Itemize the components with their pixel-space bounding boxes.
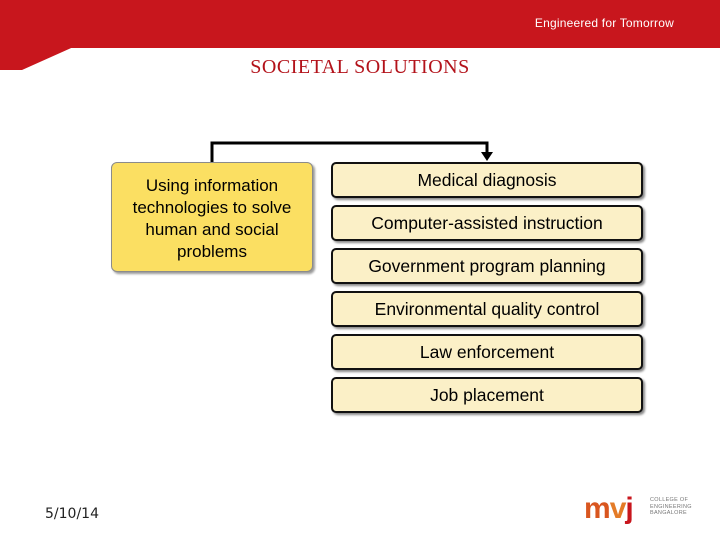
logo-text-line-2: ENGINEERING (650, 503, 692, 510)
logo-text-line-3: BANGALORE (650, 510, 687, 516)
solution-law-enforcement (331, 334, 643, 370)
logo-letter-v: v (609, 492, 626, 525)
solution-government-program-planning (331, 248, 643, 284)
logo-letter-j: j (625, 492, 633, 525)
solution-medical-diagnosis (331, 162, 643, 198)
solution-label: Environmental quality control (374, 298, 600, 319)
solution-label: Computer-assisted instruction (371, 212, 603, 233)
header-tagline: Engineered for Tomorrow (534, 16, 674, 30)
logo-text-line-1: COLLEGE OF (650, 497, 689, 503)
solution-label: Medical diagnosis (417, 169, 557, 190)
solution-label: Job placement (430, 384, 544, 405)
solution-label: Law enforcement (419, 341, 555, 362)
solution-environmental-quality-control (331, 291, 643, 327)
logo-mark (584, 489, 633, 529)
solution-job-placement (331, 377, 643, 413)
slide-date: 5/10/14 (45, 506, 99, 522)
logo-letter-m: m (584, 492, 610, 525)
slide-title: SOCIETAL SOLUTIONS (250, 56, 470, 78)
college-logo (584, 489, 696, 529)
main-concept-text: Using information technologies to solve human and social problems (132, 176, 292, 261)
solution-label: Government program planning (368, 255, 606, 276)
solution-computer-assisted-instruction (331, 205, 643, 241)
logo-text (650, 497, 692, 517)
main-concept-box (111, 162, 313, 272)
